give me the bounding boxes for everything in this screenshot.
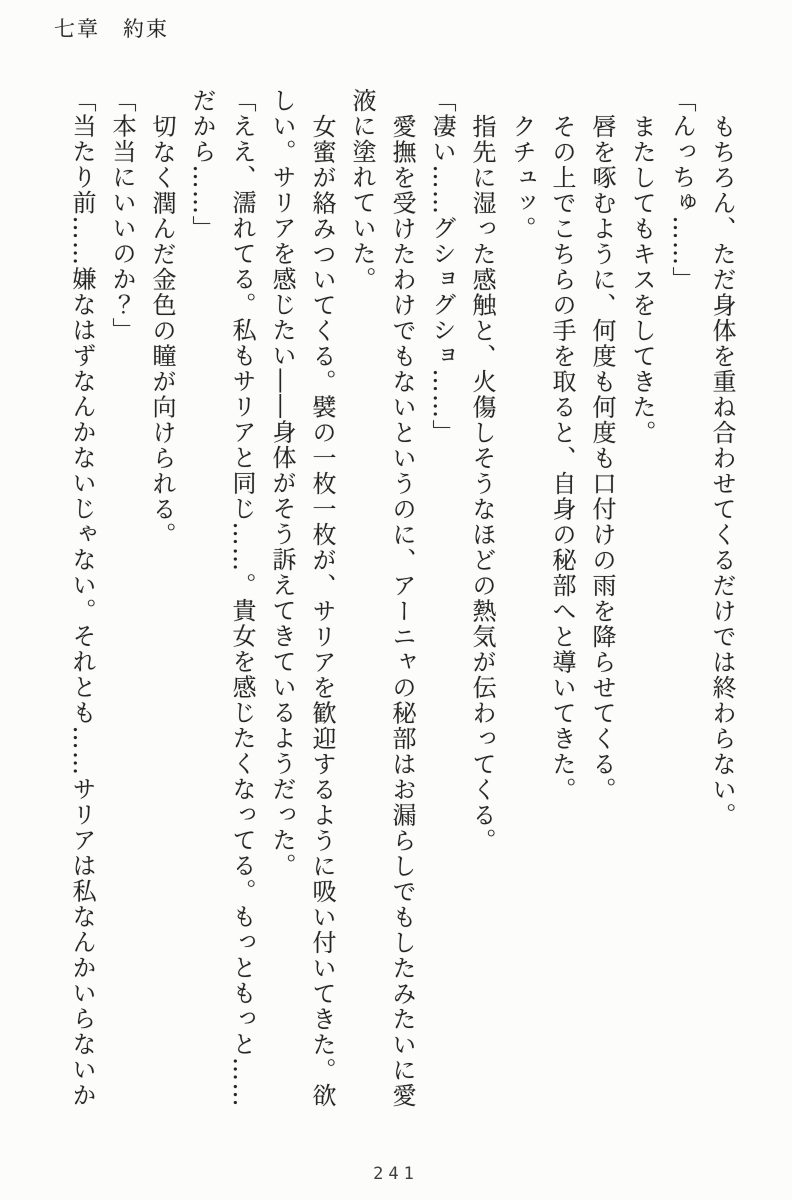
text-line: 「んっちゅ……」 [668,88,696,292]
text-line: その上でこちらの手を取ると、自身の秘部へと導いてきた。 [548,114,576,803]
text-line: 唇を啄むように、何度も何度も口付けの雨を降らせてくる。 [588,114,616,803]
text-line: 愛撫を受けたわけでもないというのに、アーニャの秘部はお漏らしでもしたみたいに愛 [388,114,416,1109]
text-line: またしてもキスをしてきた。 [628,114,656,446]
text-line: クチュッ。 [508,114,536,242]
text-line: 「本当にいいのか？」 [108,88,136,343]
text-line: 「当たり前……嫌なはずなんかないじゃない。それとも……サリアは私なんかいらないか [68,88,96,1108]
text-line: 液に塗れていた。 [348,88,376,292]
text-line: 女蜜が絡みついてくる。襞の一枚一枚が、サリアを歓迎するように吸い付いてきた。欲 [308,114,336,1109]
text-line: もちろん、ただ身体を重ね合わせてくるだけでは終わらない。 [708,114,736,828]
text-line: しい。サリアを感じたい――身体がそう訴えてきているようだった。 [268,88,296,879]
text-line: 「ええ、濡れてる。私もサリアと同じ……。貴女を感じたくなってる。もっともっと…… [228,88,256,1108]
body-text [62,88,742,1120]
chapter-header: 七章 約束 [54,17,169,41]
text-line: だから……」 [188,88,216,241]
text-line: 「凄い……グショグショ……」 [428,88,456,445]
text-line: 切なく潤んだ金色の瞳が向けられる。 [148,114,176,548]
page-number: 241 [373,1164,419,1184]
text-line: 指先に湿った感触と、火傷しそうなほどの熱気が伝わってくる。 [468,114,496,854]
